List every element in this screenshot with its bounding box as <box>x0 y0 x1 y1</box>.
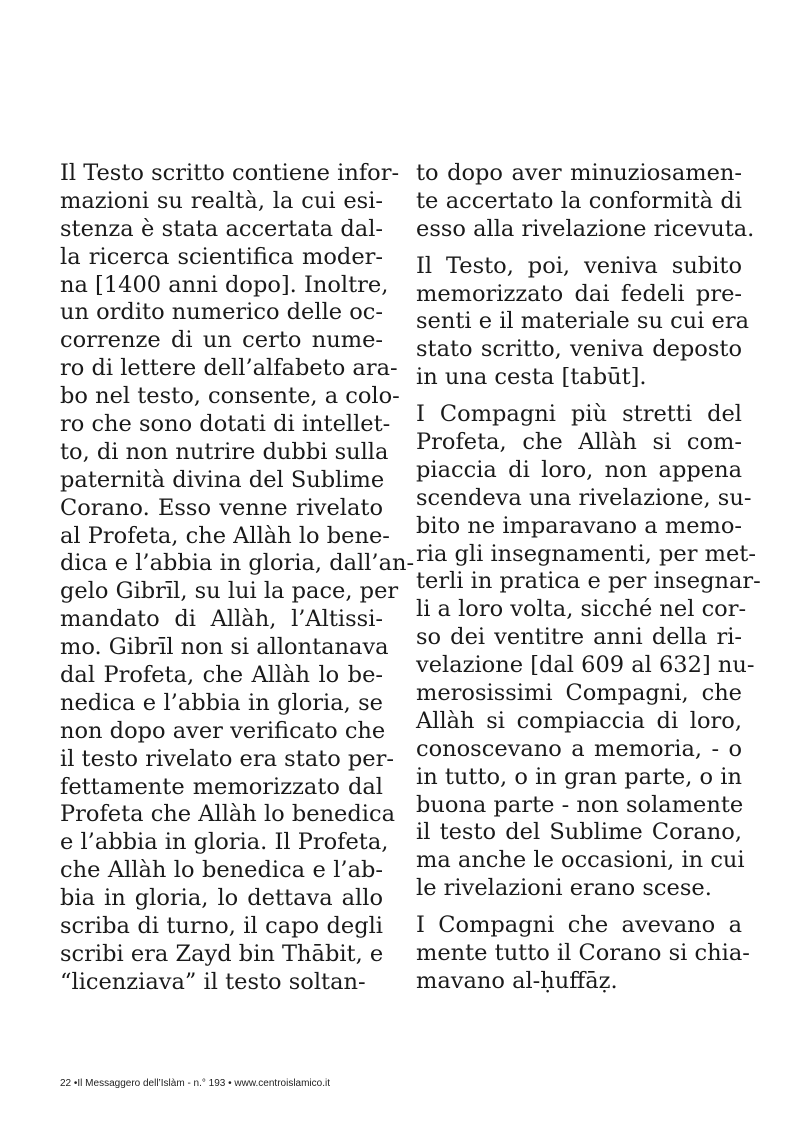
paragraph-gap <box>416 903 742 912</box>
text-line: memorizzato dai fedeli pre- <box>416 280 742 307</box>
text-line: I Compagni più stretti del <box>416 401 742 428</box>
text-line: mente tutto il Corano si chia- <box>416 940 750 967</box>
text-line: mandato di Allàh, l’Altissi- <box>60 606 383 633</box>
text-line: in tutto, o in gran parte, o in <box>416 763 742 790</box>
text-line: scendeva una rivelazione, su- <box>416 484 752 511</box>
text-line: Il Testo, poi, veniva subito <box>416 252 742 279</box>
text-column-left <box>60 160 415 997</box>
text-line: ro di lettere dell’alfabeto ara- <box>60 355 398 382</box>
text-line: ro che sono dotati di intellet- <box>60 411 391 438</box>
text-line: il testo rivelato era stato per- <box>60 745 394 772</box>
text-line: Il Testo scritto contiene infor- <box>60 160 400 186</box>
text-line: scribi era Zayd bin Thābit, e <box>60 940 384 967</box>
text-line: so dei ventitre anni della ri- <box>416 624 742 651</box>
text-line: il testo del Sublime Corano, <box>416 819 742 846</box>
text-line: bo nel testo, consente, a colo- <box>60 383 400 410</box>
text-line: li a loro volta, sicché nel cor- <box>416 596 747 623</box>
text-line: ma anche le occasioni, in cui <box>416 847 745 874</box>
text-line: Profeta che Allàh lo benedica <box>60 801 395 828</box>
paragraph <box>60 160 415 997</box>
text-line: paternità divina del Sublime <box>60 466 385 493</box>
text-line: nedica e l’abbia in gloria, se <box>60 689 383 716</box>
text-line: ria gli insegnamenti, per met- <box>416 540 756 567</box>
text-line: piaccia di loro, non appena <box>416 456 742 483</box>
text-line: dica e l’abbia in gloria, dall’an- <box>60 550 415 577</box>
text-line: un ordito numerico delle oc- <box>60 299 383 326</box>
text-line: bia in gloria, lo dettava allo <box>60 885 383 912</box>
text-line: le rivelazioni erano scese. <box>416 875 712 902</box>
text-line: mo. Gibrīl non si allontanava <box>60 634 389 661</box>
text-line: senti e il materiale su cui era <box>416 308 750 335</box>
text-line: gelo Gibrīl, su lui la pace, per <box>60 578 399 605</box>
text-line: mavano al-ḥuffāẓ. <box>416 967 618 994</box>
text-line: esso alla rivelazione ricevuta. <box>416 215 755 242</box>
text-line: in una cesta [tabūt]. <box>416 364 647 391</box>
text-line: Profeta, che Allàh si com- <box>416 429 742 456</box>
text-line: e l’abbia in gloria. Il Profeta, <box>60 829 389 856</box>
text-line: che Allàh lo benedica e l’ab- <box>60 857 383 884</box>
paragraph-gap <box>416 244 742 253</box>
text-line: merosissimi Compagni, che <box>416 680 742 707</box>
text-line: te accertato la conformità di <box>416 187 742 214</box>
paragraph <box>416 252 750 392</box>
text-column-right <box>416 160 761 996</box>
text-line: non dopo aver verificato che <box>60 717 386 744</box>
paragraph <box>416 912 750 996</box>
text-line: mazioni su realtà, la cui esi- <box>60 187 383 214</box>
paragraph-gap <box>416 392 742 401</box>
page-footer: 22 •Il Messaggero dell’Islàm - n.° 193 • www.centroislamico.it <box>60 1078 330 1089</box>
text-line: terli in pratica e per insegnar- <box>416 568 761 595</box>
text-line: bito ne imparavano a memo- <box>416 512 742 539</box>
text-line: correnze di un certo nume- <box>60 327 383 354</box>
text-line: buona parte - non solamente <box>416 791 744 818</box>
text-line: I Compagni che avevano a <box>416 912 742 939</box>
text-line: dal Profeta, che Allàh lo be- <box>60 662 383 689</box>
text-line: velazione [dal 609 al 632] nu- <box>416 652 755 679</box>
text-line: na [1400 anni dopo]. Inoltre, <box>60 271 389 298</box>
paragraph <box>416 160 755 244</box>
text-line: “licenziava” il testo soltan- <box>60 968 366 995</box>
text-line: conoscevano a memoria, - o <box>416 735 742 762</box>
text-line: stato scritto, veniva deposto <box>416 336 742 363</box>
paragraph <box>416 401 761 903</box>
text-line: Corano. Esso venne rivelato <box>60 494 383 521</box>
text-line: to, di non nutrire dubbi sulla <box>60 438 389 465</box>
text-line: scriba di turno, il capo degli <box>60 913 383 940</box>
text-line: stenza è stata accertata dal- <box>60 215 383 242</box>
text-line: Allàh si compiaccia di loro, <box>416 707 742 734</box>
text-line: fettamente memorizzato dal <box>60 773 383 800</box>
text-line: to dopo aver minuziosamen- <box>416 160 742 186</box>
text-line: la ricerca scientifica moder- <box>60 243 383 270</box>
text-line: al Profeta, che Allàh lo bene- <box>60 522 390 549</box>
